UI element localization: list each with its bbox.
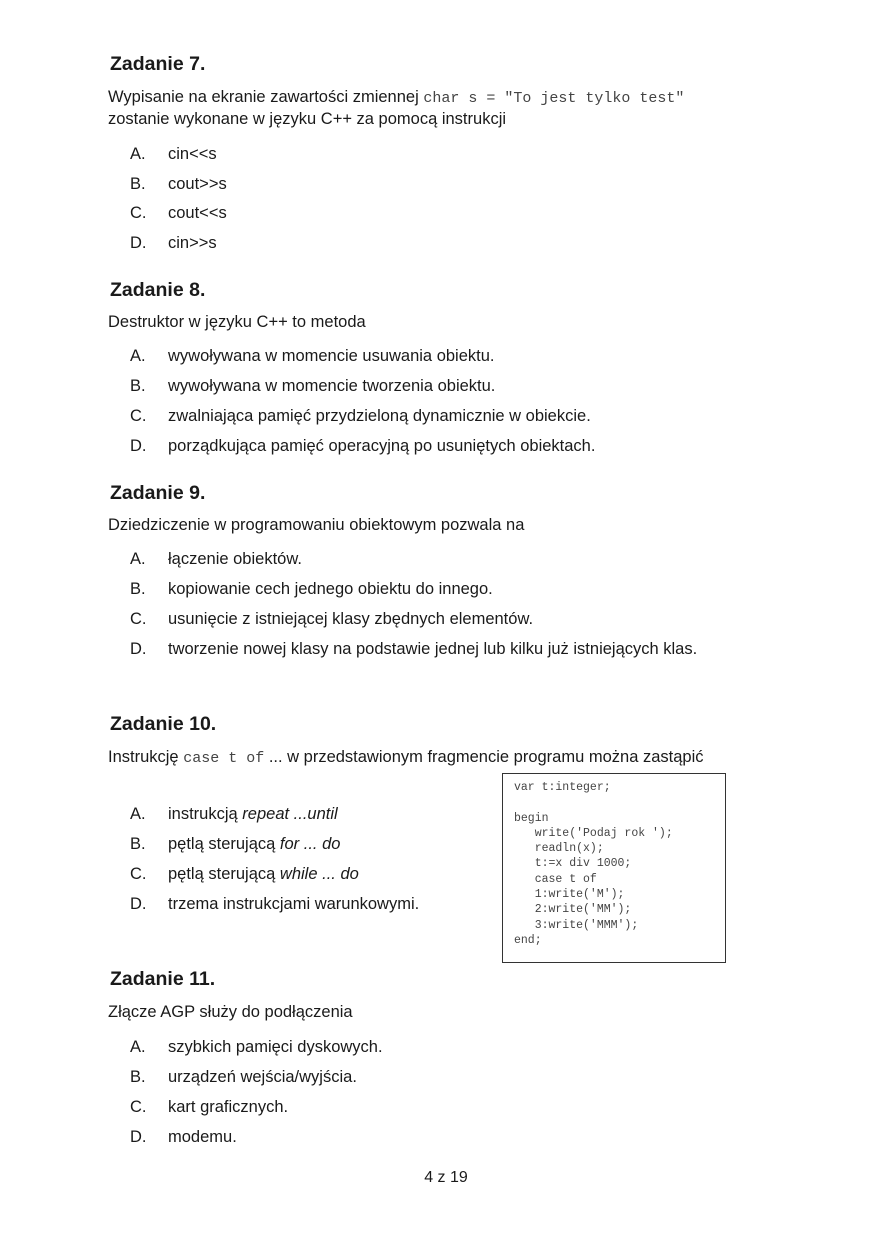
option-letter: A. (130, 805, 146, 823)
task-9-option-a (130, 548, 302, 570)
code-line: t:=x div 1000; (514, 857, 632, 871)
code-line: readln(x); (514, 842, 604, 856)
option-text: szybkich pamięci dyskowych. (168, 1038, 383, 1056)
task-8-question: Destruktor w języku C++ to metoda (108, 313, 366, 331)
option-italic-text: for ... do (279, 835, 341, 853)
option-text: cin>>s (168, 234, 217, 252)
option-letter: B. (130, 1068, 146, 1086)
task-10-option-a (130, 803, 338, 825)
option-text: trzema instrukcjami warunkowymi. (168, 895, 420, 913)
task-11-question: Złącze AGP służy do podłączenia (108, 1003, 353, 1021)
task-10-title: Zadanie 10. (110, 713, 217, 735)
option-text: cin<<s (168, 145, 217, 163)
task-7-question-code: char s = "To jest tylko test" (423, 90, 685, 107)
option-letter: B. (130, 377, 146, 395)
option-text: cout<<s (168, 204, 227, 222)
task-10-option-b (130, 833, 340, 855)
option-text: urządzeń wejścia/wyjścia. (168, 1068, 357, 1086)
option-letter: D. (130, 234, 147, 252)
option-letter: D. (130, 895, 147, 913)
task-11-option-a (130, 1036, 383, 1058)
task-9-option-c (130, 608, 533, 630)
task-7-option-a (130, 143, 217, 165)
option-text: łączenie obiektów. (168, 550, 302, 568)
task-7-option-b (130, 173, 227, 195)
task-9-question: Dziedziczenie w programowaniu obiektowym pozwala na (108, 516, 525, 534)
option-italic-text: repeat ...until (242, 805, 338, 823)
task-9-title: Zadanie 9. (110, 482, 206, 504)
task-10-question-code: case t of (183, 750, 265, 767)
option-italic-text: while ... do (279, 865, 359, 883)
code-line: 2:write('MM'); (514, 903, 632, 917)
code-line: 1:write('M'); (514, 888, 625, 902)
task-9-option-d (130, 638, 697, 660)
task-7-question-line2: zostanie wykonane w języku C++ za pomocą instrukcji (108, 110, 507, 128)
task-10-question-prefix: Instrukcję (108, 748, 179, 766)
task-7-question-line1 (108, 86, 684, 110)
code-line: 3:write('MMM'); (514, 918, 639, 932)
option-text: instrukcją (168, 805, 238, 823)
option-text: zwalniająca pamięć przydzieloną dynamicznie w obiekcie. (168, 407, 591, 425)
option-text: pętlą sterującą (168, 835, 276, 853)
task-10-question-suffix: ... w przedstawionym fragmencie programu można zastąpić (268, 748, 704, 766)
task-10-option-c (130, 863, 359, 885)
option-letter: A. (130, 347, 146, 365)
task-11-option-b (130, 1066, 357, 1088)
code-line: var t:integer; (514, 781, 611, 794)
option-letter: C. (130, 1098, 147, 1116)
task-8-option-c (130, 405, 591, 427)
task-8-option-b (130, 375, 495, 397)
code-line (514, 795, 725, 810)
task-7-title: Zadanie 7. (110, 53, 206, 75)
code-line: end; (514, 933, 542, 947)
option-text: wywoływana w momencie tworzenia obiektu. (168, 377, 496, 395)
option-letter: C. (130, 865, 147, 883)
option-text: usunięcie z istniejącej klasy zbędnych elementów. (168, 610, 534, 628)
task-11-option-c (130, 1096, 288, 1118)
option-letter: D. (130, 437, 147, 455)
task-10-question (108, 746, 704, 770)
option-text: tworzenie nowej klasy na podstawie jednej lub kilku już istniejących klas. (168, 640, 698, 658)
option-text: kart graficznych. (168, 1098, 289, 1116)
code-line: write('Podaj rok '); (514, 826, 673, 840)
option-text: pętlą sterującą (168, 865, 276, 883)
task-8-title: Zadanie 8. (110, 279, 206, 301)
option-text: cout>>s (168, 175, 227, 193)
task-8-option-d (130, 435, 595, 457)
option-letter: C. (130, 204, 147, 222)
option-text: modemu. (168, 1128, 237, 1146)
code-line: case t of (514, 872, 597, 886)
code-line: begin (514, 811, 549, 825)
task-11-title: Zadanie 11. (110, 968, 216, 990)
option-letter: D. (130, 1128, 147, 1146)
task-10-code-box (502, 773, 726, 963)
task-10-option-d (130, 893, 419, 915)
option-text: wywoływana w momencie usuwania obiektu. (168, 347, 495, 365)
task-7-question-text: Wypisanie na ekranie zawartości zmiennej (108, 88, 419, 106)
option-letter: B. (130, 175, 146, 193)
task-7-option-d (130, 232, 217, 254)
task-8-option-a (130, 345, 495, 367)
task-11-option-d (130, 1126, 237, 1148)
option-letter: A. (130, 550, 146, 568)
option-text: porządkująca pamięć operacyjną po usuniętych obiektach. (168, 437, 596, 455)
task-9-option-b (130, 578, 493, 600)
option-text: kopiowanie cech jednego obiektu do innego. (168, 580, 493, 598)
option-letter: A. (130, 1038, 146, 1056)
task-7-option-c (130, 202, 227, 224)
option-letter: D. (130, 640, 147, 658)
option-letter: A. (130, 145, 146, 163)
option-letter: B. (130, 835, 146, 853)
page-number: 4 z 19 (424, 1169, 468, 1186)
option-letter: C. (130, 407, 147, 425)
option-letter: B. (130, 580, 146, 598)
option-letter: C. (130, 610, 147, 628)
